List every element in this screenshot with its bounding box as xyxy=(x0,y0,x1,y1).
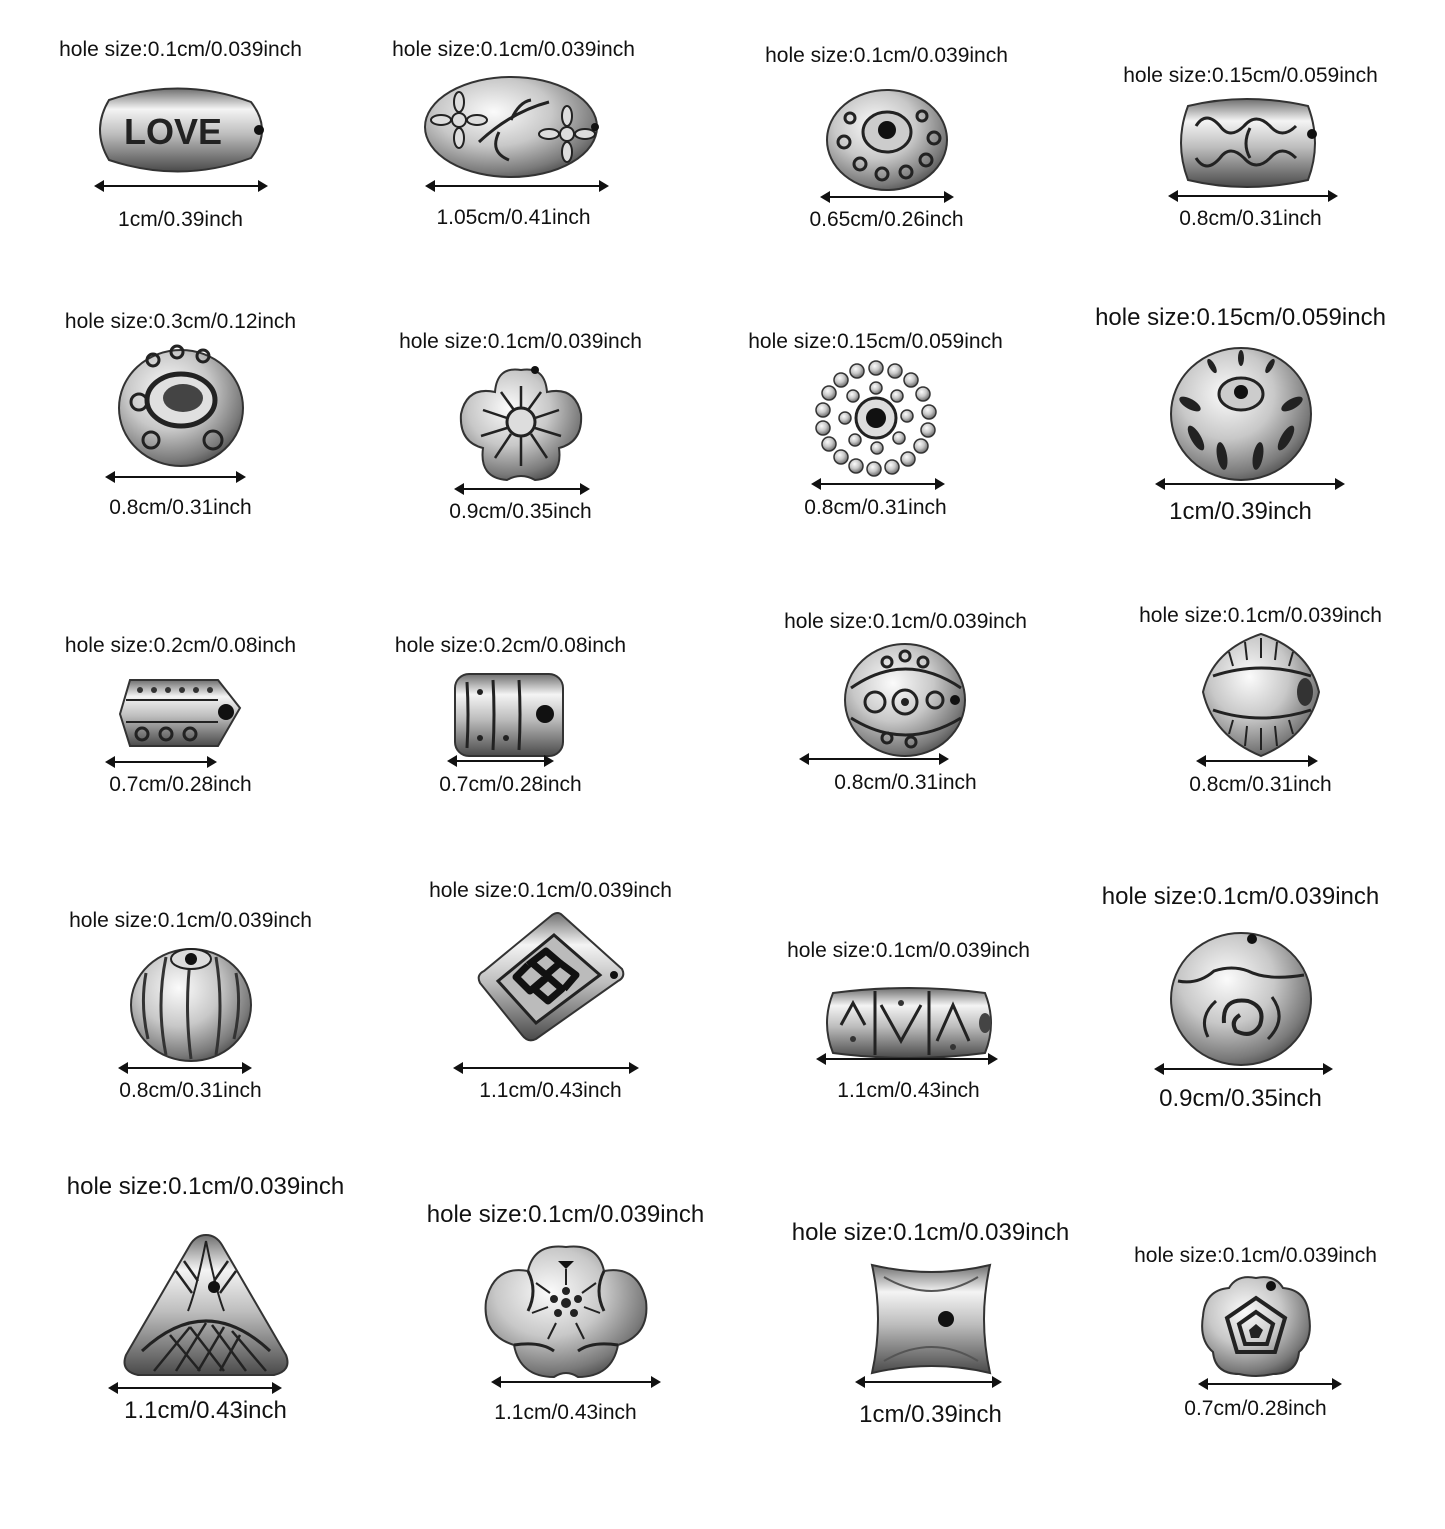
hole-size-label: hole size:0.1cm/0.039inch xyxy=(784,610,1027,633)
bead-card xyxy=(385,1195,746,1484)
hole-size-label: hole size:0.1cm/0.039inch xyxy=(399,330,642,353)
bead-size-label: 0.8cm/0.31inch xyxy=(1189,773,1332,796)
bead-card xyxy=(695,300,1056,589)
bead-card xyxy=(10,895,371,1184)
bead-card xyxy=(725,600,1086,889)
bead-size-label: 1cm/0.39inch xyxy=(118,208,243,231)
width-arrow xyxy=(1198,760,1316,762)
bead-size-label: 0.8cm/0.31inch xyxy=(1179,207,1322,230)
daisy-oval-bead-icon xyxy=(333,72,694,182)
saucer-spacer-bead-icon xyxy=(1060,342,1421,482)
bead-card xyxy=(1070,30,1431,319)
width-arrow xyxy=(456,488,588,490)
bead-card xyxy=(0,620,361,909)
width-arrow xyxy=(427,185,607,187)
bead-size-label: 0.8cm/0.31inch xyxy=(834,771,977,794)
swirl-barrel-bead-icon xyxy=(1070,96,1431,191)
bead-size-label: 1.1cm/0.43inch xyxy=(494,1401,637,1424)
width-arrow xyxy=(1156,1068,1331,1070)
bead-card xyxy=(1060,300,1421,589)
bead-card xyxy=(340,300,701,589)
hole-size-label: hole size:0.1cm/0.039inch xyxy=(59,38,302,61)
hole-size-label: hole size:0.2cm/0.08inch xyxy=(64,634,297,657)
bead-card xyxy=(370,865,731,1154)
hole-size-label: hole size:0.1cm/0.039inch xyxy=(1134,1244,1377,1267)
bead-size-label: 1cm/0.39inch xyxy=(1169,498,1312,525)
rose-round-bead-icon xyxy=(1060,927,1421,1067)
hole-size-label: hole size:0.3cm/0.12inch xyxy=(64,310,297,333)
bead-size-label: 1.05cm/0.41inch xyxy=(436,206,591,229)
bead-size-label: 0.65cm/0.26inch xyxy=(809,208,964,231)
bead-card xyxy=(1080,600,1441,889)
bead-size-label: 0.8cm/0.31inch xyxy=(109,496,252,519)
width-arrow xyxy=(455,1067,637,1069)
bead-size-label: 1.1cm/0.43inch xyxy=(124,1397,287,1424)
bead-card xyxy=(333,30,694,319)
width-arrow xyxy=(1170,195,1336,197)
hole-size-label: hole size:0.15cm/0.059inch xyxy=(748,330,1003,353)
hole-size-label: hole size:0.1cm/0.039inch xyxy=(69,909,312,932)
bead-size-label: 1.1cm/0.43inch xyxy=(837,1079,980,1102)
width-arrow xyxy=(818,1058,996,1060)
hole-size-label: hole size:0.1cm/0.039inch xyxy=(791,1219,1070,1246)
bead-size-label: 0.9cm/0.35inch xyxy=(1159,1085,1322,1112)
bead-size-label: 1.1cm/0.43inch xyxy=(479,1079,622,1102)
love-oval-bead-icon xyxy=(0,80,361,180)
bead-card xyxy=(728,925,1089,1214)
knot-rhombus-bead-icon xyxy=(370,911,731,1043)
bead-card xyxy=(0,30,361,319)
width-arrow xyxy=(110,1387,280,1389)
width-arrow xyxy=(813,483,943,485)
hexagon-tube-bead-icon xyxy=(0,674,361,754)
width-arrow xyxy=(1157,483,1343,485)
hole-size-label: hole size:0.1cm/0.039inch xyxy=(1101,883,1380,910)
width-arrow xyxy=(107,476,244,478)
hole-size-label: hole size:0.1cm/0.039inch xyxy=(765,44,1008,67)
large-hole-round-bead-icon xyxy=(0,340,361,470)
width-arrow xyxy=(801,758,947,760)
bead-card xyxy=(750,1215,1111,1504)
bead-card xyxy=(25,1165,386,1454)
column-tube-bead-icon xyxy=(330,670,691,760)
hole-size-label: hole size:0.15cm/0.059inch xyxy=(1123,64,1378,87)
hole-size-label: hole size:0.1cm/0.039inch xyxy=(429,879,672,902)
dotted-spacer-bead-icon xyxy=(706,82,1067,192)
hole-size-label: hole size:0.1cm/0.039inch xyxy=(426,1201,705,1228)
bead-card xyxy=(706,30,1067,319)
bead-size-label: 0.9cm/0.35inch xyxy=(449,500,592,523)
hole-size-label: hole size:0.1cm/0.039inch xyxy=(787,939,1030,962)
bead-size-label: 0.8cm/0.31inch xyxy=(119,1079,262,1102)
bowtie-tube-bead-icon xyxy=(750,1259,1111,1379)
bicone-bead-icon xyxy=(1080,630,1441,760)
beaded-ring-spacer-icon xyxy=(695,360,1056,480)
circle-pattern-barrel-bead-icon xyxy=(725,640,1086,760)
bead-size-label: 0.7cm/0.28inch xyxy=(1184,1397,1327,1420)
bead-size-label: 0.8cm/0.31inch xyxy=(804,496,947,519)
width-arrow xyxy=(449,760,552,762)
bead-card xyxy=(1075,1240,1436,1529)
width-arrow xyxy=(96,185,266,187)
bead-size-label: 1cm/0.39inch xyxy=(859,1401,1002,1428)
width-arrow xyxy=(857,1381,1000,1383)
width-arrow xyxy=(493,1381,659,1383)
pumpkin-bead-icon xyxy=(10,943,371,1065)
blossom-bead-icon xyxy=(385,1241,746,1381)
width-arrow xyxy=(1200,1383,1340,1385)
width-arrow xyxy=(120,1067,250,1069)
width-arrow xyxy=(107,761,215,763)
hole-size-label: hole size:0.1cm/0.039inch xyxy=(66,1173,345,1200)
triangle-bead-icon xyxy=(25,1231,386,1381)
bead-size-label: 0.7cm/0.28inch xyxy=(439,773,582,796)
bead-size-label: 0.7cm/0.28inch xyxy=(109,773,252,796)
svg-text:LOVE: LOVE xyxy=(123,111,222,152)
hole-size-label: hole size:0.1cm/0.039inch xyxy=(1139,604,1382,627)
hole-size-label: hole size:0.2cm/0.08inch xyxy=(394,634,627,657)
hole-size-label: hole size:0.1cm/0.039inch xyxy=(392,38,635,61)
hole-size-label: hole size:0.15cm/0.059inch xyxy=(1095,304,1386,331)
flower-bead-icon xyxy=(340,362,701,487)
bead-card xyxy=(1060,875,1421,1164)
rose-cap-bead-icon xyxy=(1075,1274,1436,1378)
tribal-tube-bead-icon xyxy=(728,985,1089,1061)
width-arrow xyxy=(822,196,952,198)
bead-card xyxy=(0,300,361,589)
